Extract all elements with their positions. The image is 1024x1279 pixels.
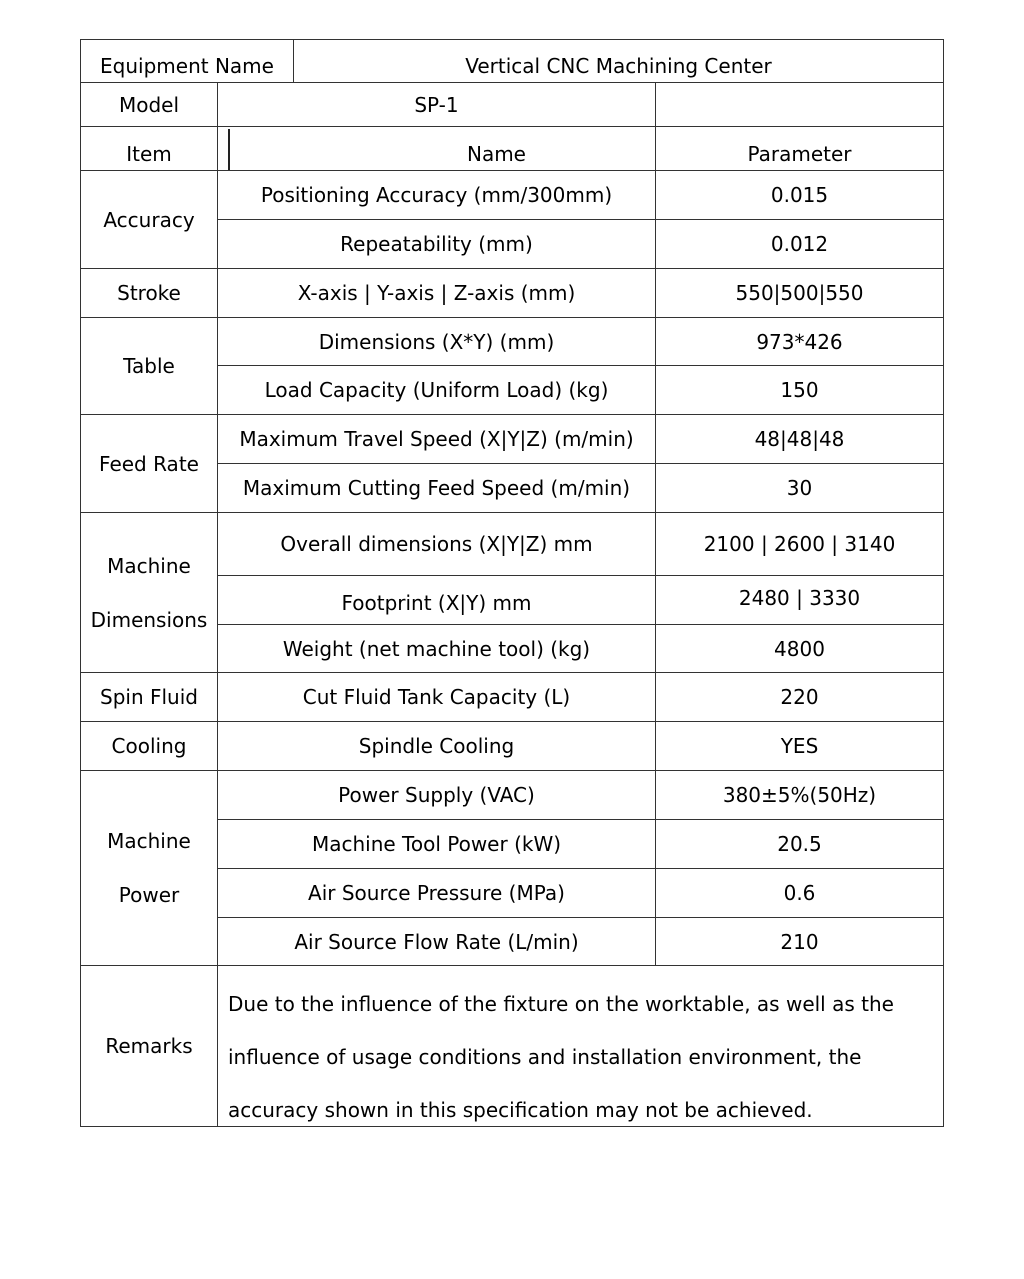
column-header-item: Item [80,126,218,171]
param-value: 973*426 [655,317,944,366]
remarks-line: accuracy shown in this specification may not be achieved. [228,1098,813,1122]
param-value: 2480 | 3330 [655,575,944,625]
remarks-line: Due to the influence of the fixture on the worktable, as well as the [228,992,894,1016]
column-header-parameter: Parameter [655,126,944,171]
param-value: 150 [655,365,944,415]
category-line: Dimensions [90,607,208,632]
param-name: Repeatability (mm) [217,219,656,269]
category-stroke: Stroke [80,268,218,318]
category-table: Table [80,317,218,415]
param-name: Weight (net machine tool) (kg) [217,624,656,673]
category-spin-fluid: Spin Fluid [80,672,218,722]
param-name: Overall dimensions (X|Y|Z) mm [217,512,656,576]
param-name: Footprint (X|Y) mm [217,575,656,625]
param-value: 4800 [655,624,944,673]
model-label: Model [80,82,218,127]
param-value: 220 [655,672,944,722]
category-line: Power [118,883,180,907]
param-name: Dimensions (X*Y) (mm) [217,317,656,366]
param-name: Air Source Flow Rate (L/min) [217,917,656,966]
model-extra [655,82,944,127]
category-cooling: Cooling [80,721,218,771]
remarks-label: Remarks [80,965,218,1127]
category-machine-dimensions [80,512,218,673]
category-line: Machine [107,553,191,578]
header-divider-mark [228,129,230,170]
param-value: 2100 | 2600 | 3140 [655,512,944,576]
category-feed-rate: Feed Rate [80,414,218,513]
param-value: 0.012 [655,219,944,269]
param-value: 0.015 [655,170,944,220]
category-line: Machine [107,829,191,853]
param-value: 30 [655,463,944,513]
param-name: Load Capacity (Uniform Load) (kg) [217,365,656,415]
category-accuracy: Accuracy [80,170,218,269]
param-name: Positioning Accuracy (mm/300mm) [217,170,656,220]
category-machine-power [80,770,218,966]
equipment-name-value: Vertical CNC Machining Center [293,39,944,83]
param-value: 380±5%(50Hz) [655,770,944,820]
param-name: Machine Tool Power (kW) [217,819,656,869]
param-name: Air Source Pressure (MPa) [217,868,656,918]
remarks-text [217,965,944,1127]
param-name: Cut Fluid Tank Capacity (L) [217,672,656,722]
param-name: Spindle Cooling [217,721,656,771]
param-name: Maximum Cutting Feed Speed (m/min) [217,463,656,513]
remarks-line: influence of usage conditions and installation environment, the [228,1045,862,1069]
param-value: 0.6 [655,868,944,918]
equipment-name-label: Equipment Name [80,39,294,83]
model-value: SP-1 [217,82,656,127]
column-header-name: Name [217,126,656,171]
param-value: 550|500|550 [655,268,944,318]
param-value: 48|48|48 [655,414,944,464]
param-value: YES [655,721,944,771]
param-name: Maximum Travel Speed (X|Y|Z) (m/min) [217,414,656,464]
param-value: 20.5 [655,819,944,869]
param-value: 210 [655,917,944,966]
param-name: X-axis | Y-axis | Z-axis (mm) [217,268,656,318]
param-name: Power Supply (VAC) [217,770,656,820]
